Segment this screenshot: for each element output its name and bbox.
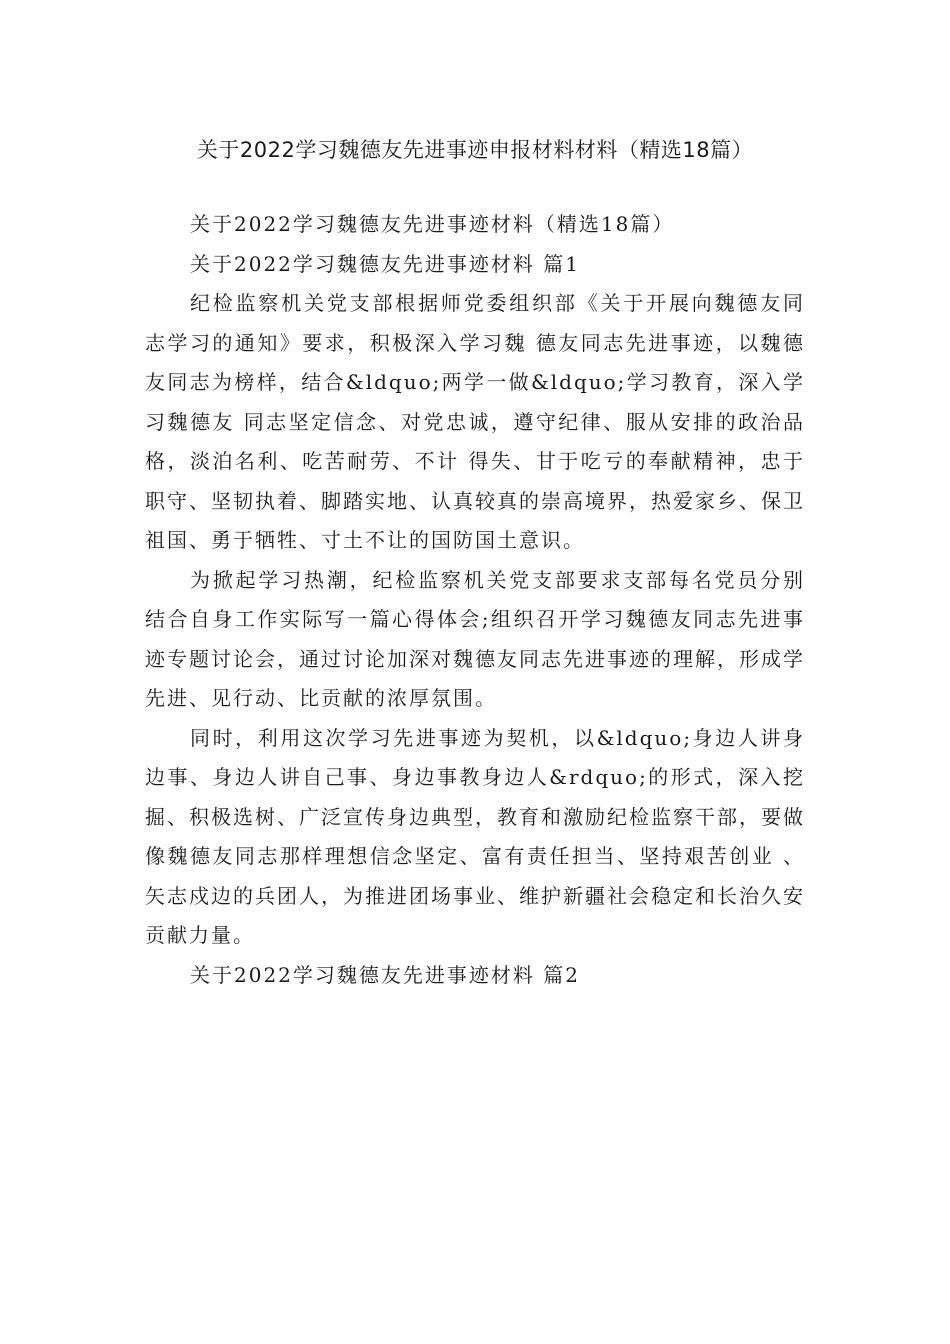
- body-paragraph: 同时，利用这次学习先进事迹为契机，以&ldquo;身边人讲身边事、身边人讲自己事、身边事教身边人&rdquo;的形式，深入挖掘、积极选树、广泛宣传身边典型，教育和激励纪检监察干部，要做像魏德友同志那样理想信念坚定、富有责任担当、坚持艰苦创业 、矢志戍边的兵团人，为推进团场事业、维护新疆社会稳定和长治久安贡献力量。: [145, 725, 805, 947]
- document-title: 关于2022学习魏德友先进事迹申报材料材料（精选18篇）: [196, 138, 754, 162]
- body-paragraph: 为掀起学习热潮，纪检监察机关党支部要求支部每名党员分别结合自身工作实际写一篇心得体会;组织召开学习魏德友同志先进事迹专题讨论会，通过讨论加深对魏德友同志先进事迹的理解，形成学先进、见行动、比贡献的浓厚氛围。: [145, 567, 805, 710]
- section-heading: 关于2022学习魏德友先进事迹材料 篇2: [190, 962, 580, 987]
- document-body: [145, 205, 805, 995]
- section-heading: 关于2022学习魏德友先进事迹材料（精选18篇）: [190, 212, 675, 236]
- body-paragraph: 纪检监察机关党支部根据师党委组织部《关于开展向魏德友同志学习的通知》要求，积极深入学习魏 德友同志先进事迹，以魏德友同志为榜样，结合&ldquo;两学一做&ldquo;学习教育，深入学习魏德友 同志坚定信念、对党忠诚，遵守纪律、服从安排的政治品格，淡泊名利、吃苦耐劳、不计 得失、甘于吃亏的奉献精神，忠于职守、坚韧执着、脚踏实地、认真较真的崇高境界，热爱家乡、保卫祖国、勇于牺牲、寸土不让的国防国土意识。: [145, 291, 805, 552]
- section-heading: 关于2022学习魏德友先进事迹材料 篇1: [190, 251, 580, 276]
